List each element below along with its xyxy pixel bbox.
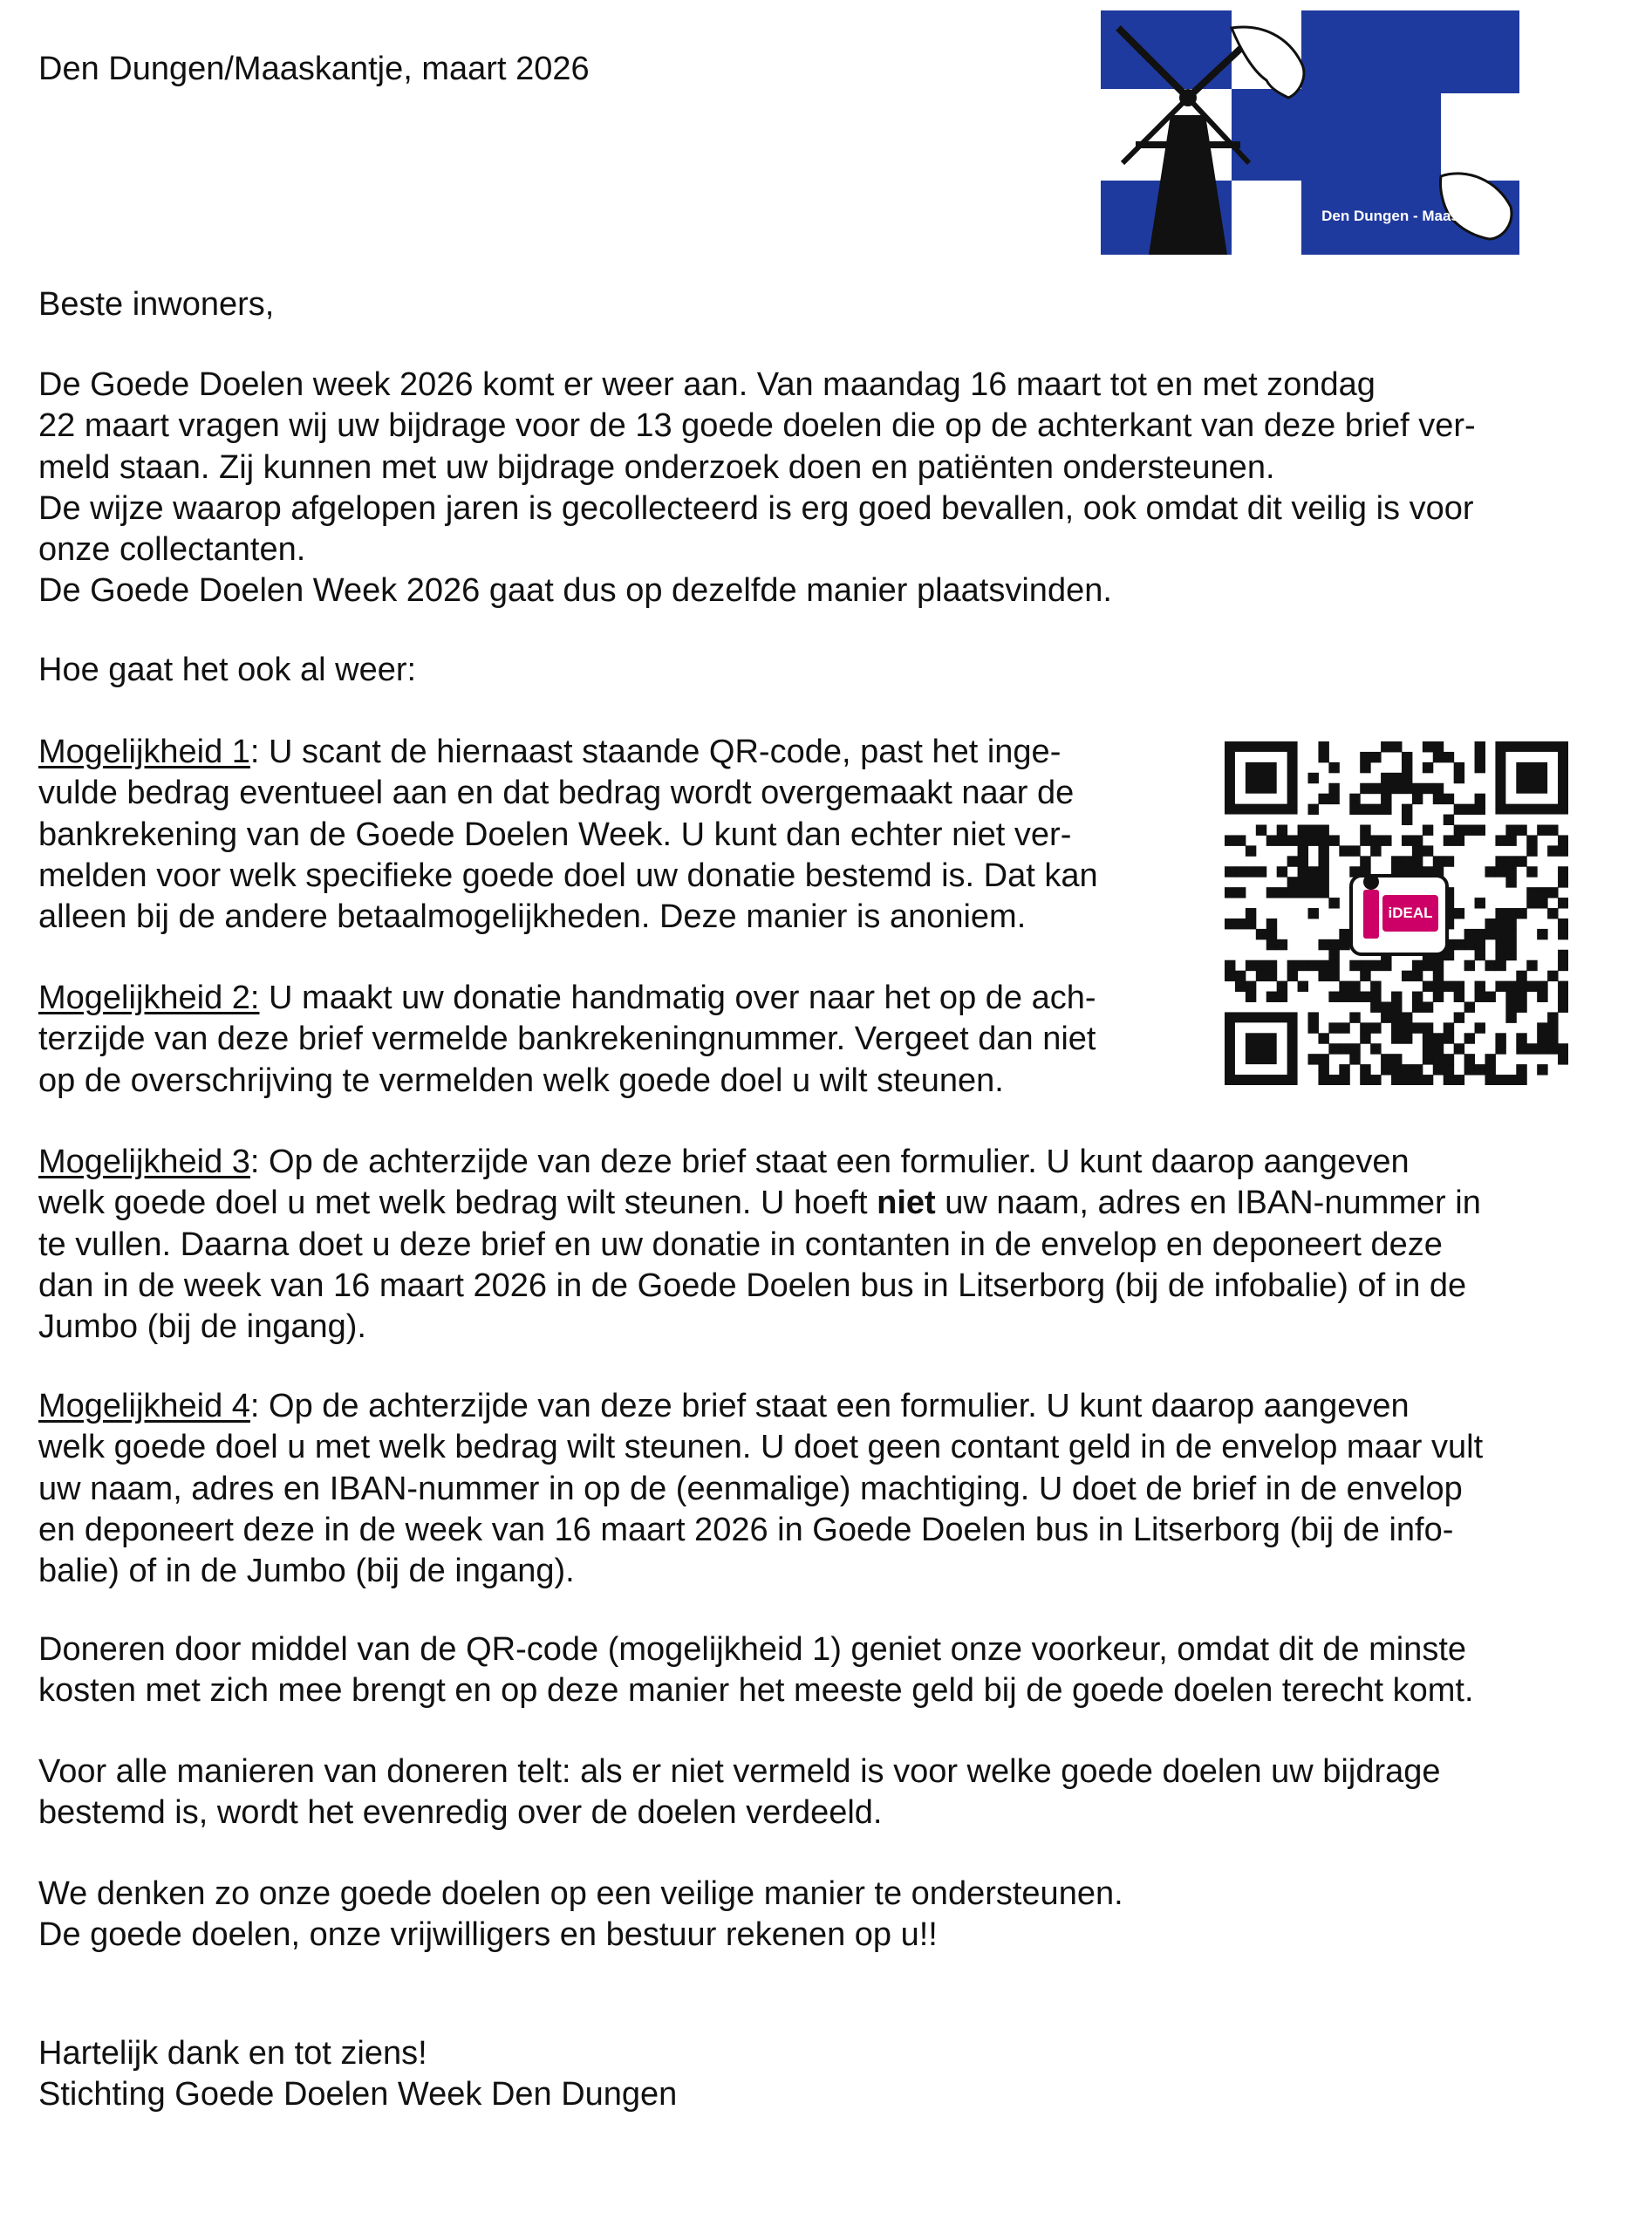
option-line: Jumbo (bij de ingang). [38, 1308, 366, 1346]
goede-doelen-week-logo [1101, 10, 1519, 255]
ideal-badge [1349, 874, 1449, 956]
how-heading: Hoe gaat het ook al weer: [38, 652, 417, 688]
option-label: Mogelijkheid 2: [38, 980, 260, 1016]
ideal-label: iDEAL [1382, 895, 1438, 932]
option-label: Mogelijkheid 1 [38, 734, 250, 770]
closing-line: De goede doelen, onze vrijwilligers en bestuur rekenen op u!! [38, 1916, 938, 1954]
option-line: uw naam, adres en IBAN-nummer in op de (eenmalige) machtiging. U doet de brief in de envelop [38, 1470, 1463, 1507]
intro-line: 22 maart vragen wij uw bijdrage voor de 13 goede doelen die op de achterkant van deze brief ver- [38, 407, 1476, 445]
option-line: bankrekening van de Goede Doelen Week. U kunt dan echter niet ver- [38, 816, 1072, 853]
option-line: U maakt uw donatie handmatig over naar het op de ach- [259, 980, 1096, 1016]
option-label: Mogelijkheid 3 [38, 1144, 250, 1180]
place-date: Den Dungen/Maaskantje, maart 2026 [38, 51, 590, 87]
option-line: en deponeert deze in de week van 16 maart 2026 in Goede Doelen bus in Litserborg (bij de info- [38, 1511, 1454, 1548]
option-line: vulde bedrag eventueel aan en dat bedrag wordt overgemaakt naar de [38, 775, 1075, 812]
option-label: Mogelijkheid 4 [38, 1388, 250, 1424]
option-line: dan in de week van 16 maart 2026 in de Goede Doelen bus in Litserborg (bij de infobalie) of in de [38, 1267, 1467, 1304]
signoff-organization: Stichting Goede Doelen Week Den Dungen [38, 2076, 678, 2113]
signoff [38, 2033, 1582, 2116]
option-line: melden voor welk specifieke goede doel uw donatie bestemd is. Dat kan [38, 857, 1098, 894]
ideal-i-bar [1363, 890, 1379, 939]
intro-paragraph [38, 365, 1582, 612]
logo-word-doelen: Doelen [1336, 78, 1436, 111]
greeting: Beste inwoners, [38, 286, 275, 323]
logo-subtitle: Den Dungen - Maaskantje [1321, 208, 1502, 224]
option-line: uw naam, adres en IBAN-nummer in [935, 1185, 1481, 1222]
ideal-qr-code[interactable] [1225, 741, 1568, 1085]
ideal-dot [1363, 874, 1379, 890]
intro-line: De Goede Doelen week 2026 komt er weer aan. Van maandag 16 maart tot en met zondag [38, 366, 1376, 403]
logo-word-goede: Goede [1336, 46, 1429, 79]
emphasis-niet: niet [877, 1185, 936, 1222]
intro-line: De Goede Doelen Week 2026 gaat dus op dezelfde manier plaatsvinden. [38, 572, 1112, 610]
signoff-line: Hartelijk dank en tot ziens! [38, 2035, 427, 2072]
option-1-paragraph [38, 732, 1172, 938]
option-line: : U scant de hiernaast staande QR-code, past het inge- [249, 734, 1062, 770]
option-line: terzijde van deze brief vermelde bankrekeningnummer. Vergeet dan niet [38, 1021, 1096, 1058]
option-line: alleen bij de andere betaalmogelijkheden. Deze manier is anoniem. [38, 898, 1027, 936]
option-line: balie) of in de Jumbo (bij de ingang). [38, 1553, 575, 1590]
option-line: : Op de achterzijde van deze brief staat een formulier. U kunt daarop aangeven [249, 1144, 1410, 1180]
closing-paragraph [38, 1874, 1582, 1956]
distribution-line: bestemd is, wordt het evenredig over de doelen verdeeld. [38, 1794, 883, 1832]
intro-line: De wijze waarop afgelopen jaren is gecollecteerd is erg goed bevallen, ook omdat dit veilig is voor [38, 489, 1474, 527]
option-line: op de overschrijving te vermelden welk goede doel u wilt steunen. [38, 1062, 1004, 1099]
option-4-paragraph [38, 1386, 1582, 1592]
distribution-line: Voor alle manieren van doneren telt: als er niet vermeld is voor welke goede doelen uw bijdrage [38, 1753, 1441, 1790]
option-2-paragraph [38, 978, 1172, 1102]
intro-line: meld staan. Zij kunnen met uw bijdrage onderzoek doen en patiënten ondersteunen. [38, 448, 1275, 486]
distribution-paragraph [38, 1752, 1582, 1834]
logo-wordmark [1336, 47, 1511, 141]
option-3-paragraph [38, 1142, 1582, 1348]
option-line: welk goede doel u met welk bedrag wilt steunen. U doet geen contant geld in de envelop maar vult [38, 1429, 1484, 1466]
closing-line: We denken zo onze goede doelen op een veilige manier te ondersteunen. [38, 1875, 1123, 1912]
option-line: te vullen. Daarna doet u deze brief en uw donatie in contanten in de envelop en deponeert deze [38, 1226, 1443, 1263]
preference-line: kosten met zich mee brengt en op deze manier het meeste geld bij de goede doelen terecht komt. [38, 1672, 1474, 1710]
preference-line: Doneren door middel van de QR-code (mogelijkheid 1) geniet onze voorkeur, omdat dit de minste [38, 1631, 1467, 1668]
preference-paragraph [38, 1629, 1582, 1712]
intro-line: onze collectanten. [38, 531, 306, 569]
logo-word-week: Week [1336, 109, 1414, 142]
option-line: welk goede doel u met welk bedrag wilt steunen. U hoeft [38, 1185, 877, 1222]
option-line: : Op de achterzijde van deze brief staat een formulier. U kunt daarop aangeven [249, 1388, 1410, 1424]
